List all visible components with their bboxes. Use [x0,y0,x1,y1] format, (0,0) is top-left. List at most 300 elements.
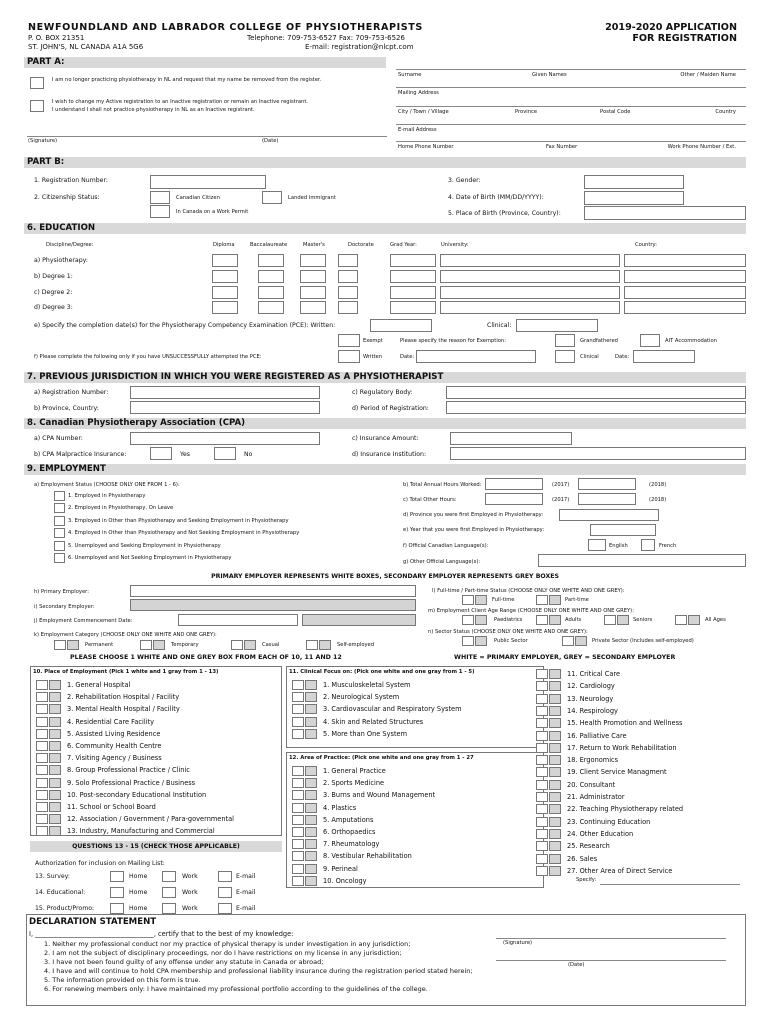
home-phone-label: Home Phone Number [398,144,454,150]
edu-a-col6-field[interactable] [624,254,746,267]
area-6-grey-checkbox[interactable] [305,827,317,837]
area-3-label: 3. Burns and Wound Management [323,791,436,800]
area2-3-grey-checkbox[interactable] [549,694,561,704]
parttime-grey-checkbox[interactable] [549,595,561,605]
diploma-header: Diploma [213,242,235,248]
temporary-grey-checkbox[interactable] [153,640,165,650]
place-11-white-checkbox[interactable] [36,802,48,812]
area2-4-grey-checkbox[interactable] [549,706,561,716]
area2-13-label: 23. Continuing Education [567,817,651,826]
area2-2-grey-checkbox[interactable] [549,681,561,691]
area-7-white-checkbox[interactable] [292,839,304,849]
place-1-label: 1. General Hospital [67,681,131,689]
other-language-field[interactable] [538,554,746,567]
cpa-no-label: No [244,451,253,458]
date-label: (Date) [262,138,279,144]
permanent-label: Permanent [85,642,114,648]
area2-15-grey-checkbox[interactable] [549,841,561,851]
emp-status-6-checkbox[interactable] [54,553,65,563]
clinical-3-grey-checkbox[interactable] [305,704,317,714]
sector-label: n) Sector Status (CHOOSE ONLY ONE WHITE AND ONE GREY): [428,629,588,635]
clinical-2-white-checkbox[interactable] [292,692,304,702]
edu-a-col1-field[interactable] [258,254,284,267]
landed-checkbox[interactable] [262,191,282,204]
insurance-amount-field[interactable] [450,432,572,445]
insurance-institution-label: d) Insurance Institution: [352,451,427,458]
area2-15-white-checkbox[interactable] [536,841,548,851]
area-8-label: 8. Vestibular Rehabilitation [323,852,412,861]
declaration-item-1: 1. Neither my professional conduct nor my practice of physical therapy is under investigation in any jurisdiction; [44,940,411,948]
area2-7-label: 17. Return to Work Rehabilitation [567,743,677,752]
edu-d-col4-field[interactable] [390,301,436,314]
area2-10-grey-checkbox[interactable] [549,780,561,790]
place-1-white-checkbox[interactable] [36,680,48,690]
area2-16-white-checkbox[interactable] [536,854,548,864]
area2-3-white-checkbox[interactable] [536,694,548,704]
area2-6-white-checkbox[interactable] [536,731,548,741]
q13-work-label: Work [182,873,198,880]
edu-b-col3-field[interactable] [338,270,358,283]
edu-b-col6-field[interactable] [624,270,746,283]
dob-label: 4. Date of Birth (MM/DD/YYYY): [448,194,544,201]
gender-field[interactable] [584,175,684,189]
failed-clinical-checkbox[interactable] [555,350,575,363]
area2-7-grey-checkbox[interactable] [549,743,561,753]
secondary-employer-field[interactable] [130,599,416,611]
emp-status-1-checkbox[interactable] [54,491,65,501]
annual-hours-2018-field[interactable] [578,478,636,490]
employment-status-label: a) Employment Status (CHOOSE ONLY ONE FROM 1 - 6): [34,482,180,488]
edu-d-col2-field[interactable] [300,301,326,314]
clinical-4-grey-checkbox[interactable] [305,717,317,727]
clinical-3-white-checkbox[interactable] [292,704,304,714]
annual-hours-label: b) Total Annual Hours Worked: [403,482,482,488]
work-phone-label: Work Phone Number / Ext. [667,144,736,150]
fax-label: Fax Number [546,144,578,150]
place-4-label: 4. Residential Care Facility [67,717,155,726]
failed-clinical-label: Clinical [580,354,599,360]
self-white-checkbox[interactable] [306,640,318,650]
adults-white-checkbox[interactable] [536,615,548,625]
q13-home-checkbox[interactable] [110,871,124,882]
q15-work-checkbox[interactable] [162,903,176,914]
employment-bar: 9. EMPLOYMENT [24,464,746,475]
area2-3-label: 13. Neurology [567,694,614,703]
registration-number-field[interactable] [150,175,266,189]
other-hours-2017-field[interactable] [485,493,543,505]
place-10-label: 10. Post-secondary Educational Institution [67,790,207,799]
commencement-primary-field[interactable] [178,614,298,626]
allages-label: All Ages [705,617,726,623]
area2-12-label: 22. Teaching Physiotherapy related [567,805,684,814]
province-label: Province [515,109,538,115]
place-6-white-checkbox[interactable] [36,741,48,751]
area2-8-grey-checkbox[interactable] [549,755,561,765]
clinical-1-grey-checkbox[interactable] [305,680,317,690]
private-grey-checkbox[interactable] [575,636,587,646]
edu-b-col1-field[interactable] [258,270,284,283]
area2-8-white-checkbox[interactable] [536,755,548,765]
q13-label: 13. Survey: [35,873,70,880]
place-7-label: 7. Visiting Agency / Business [67,754,162,763]
area2-6-grey-checkbox[interactable] [549,731,561,741]
white-grey-note: WHITE = PRIMARY EMPLOYER, GREY = SECONDARY EMPLOYER [454,654,676,661]
edu-a-col3-field[interactable] [338,254,358,267]
failed-written-date-label: Date: [400,354,415,360]
area2-4-white-checkbox[interactable] [536,706,548,716]
edu-c-col6-field[interactable] [624,286,746,299]
place-13-grey-checkbox[interactable] [49,826,61,836]
prev-reg-number-label: a) Registration Number: [34,389,109,396]
emp-status-3-label: 3. Employed in Other than Physiotherapy and Seeking Employment in Physiotherapy [68,517,289,524]
cpa-no-checkbox[interactable] [214,447,236,460]
area-6-label: 6. Orthopaedics [323,828,376,836]
ait-checkbox[interactable] [640,334,660,347]
parttime-white-checkbox[interactable] [536,595,548,605]
place-9-grey-checkbox[interactable] [49,778,61,788]
failed-written-checkbox[interactable] [338,350,360,363]
area-3-white-checkbox[interactable] [292,790,304,800]
employment-category-label: k) Employment Category (CHOOSE ONLY ONE WHITE AND ONE GREY): [34,632,217,638]
emp-status-5-checkbox[interactable] [54,541,65,551]
grandfathered-checkbox[interactable] [555,334,575,347]
area-4-grey-checkbox[interactable] [305,803,317,813]
area2-11-grey-checkbox[interactable] [549,792,561,802]
prev-province-label: b) Province, Country: [34,405,99,412]
place-3-grey-checkbox[interactable] [49,704,61,714]
place-2-label: 2. Rehabilitation Hospital / Facility [67,693,180,702]
emp-status-3-checkbox[interactable] [54,516,65,526]
q13-email-checkbox[interactable] [218,871,232,882]
primary-employer-field[interactable] [130,585,416,597]
emp-status-4-checkbox[interactable] [54,528,65,538]
area-4-label: 4. Plastics [323,803,357,812]
canadian-label: Canadian Citizen [176,195,220,201]
edu-row-c-label: c) Degree 2: [34,289,73,296]
declaration-signature-label: (Signature) [503,940,533,946]
emp-status-4-label: 4. Employed in Other than Physiotherapy and Not Seeking Employment in Physiotherapy [68,530,300,537]
fulltime-label: Full-time [492,597,515,603]
declaration-item-6: 6. For renewing members only: I have maintained my professional portfolio according to the guidelines of the college. [44,984,428,993]
edu-c-col0-field[interactable] [212,286,238,299]
area-8-white-checkbox[interactable] [292,851,304,861]
casual-white-checkbox[interactable] [231,640,243,650]
edu-c-col2-field[interactable] [300,286,326,299]
surname-label: Surname [398,72,422,78]
edu-c-col1-field[interactable] [258,286,284,299]
area-2-white-checkbox[interactable] [292,778,304,788]
area-9-white-checkbox[interactable] [292,864,304,874]
citizenship-label: 2. Citizenship Status: [34,194,100,201]
education-bar: 6. EDUCATION [24,223,746,234]
place-5-label: 5. Assisted Living Residence [67,729,161,738]
permanent-white-checkbox[interactable] [54,640,66,650]
permanent-grey-checkbox[interactable] [67,640,79,650]
mailing-auth-label: Authorization for inclusion on Mailing List: [35,860,165,867]
fulltime-grey-checkbox[interactable] [475,595,487,605]
cpa-number-field[interactable] [130,432,320,445]
area2-13-white-checkbox[interactable] [536,817,548,827]
area2-5-white-checkbox[interactable] [536,718,548,728]
place-13-white-checkbox[interactable] [36,826,48,836]
area-1-white-checkbox[interactable] [292,766,304,776]
pce-label: e) Specify the completion date(s) for the Physiotherapy Competency Examination (PCE): Written: [34,322,336,329]
inactive-checkbox[interactable] [30,100,44,112]
place-9-white-checkbox[interactable] [36,778,48,788]
q15-home-checkbox[interactable] [110,903,124,914]
area2-9-white-checkbox[interactable] [536,767,548,777]
area2-11-white-checkbox[interactable] [536,792,548,802]
place-2-white-checkbox[interactable] [36,692,48,702]
first-year-label: e) Year that you were first Employed in Physiotherapy: [403,527,545,533]
insurance-institution-field[interactable] [450,447,746,460]
cpa-yes-checkbox[interactable] [150,447,172,460]
area2-10-white-checkbox[interactable] [536,780,548,790]
area-2-grey-checkbox[interactable] [305,778,317,788]
email-label: E-mail Address [398,127,437,133]
clinical-4-white-checkbox[interactable] [292,717,304,727]
place-12-grey-checkbox[interactable] [49,814,61,824]
other-hours-2018-field[interactable] [578,493,636,505]
failed-clinical-date-field[interactable] [633,350,695,363]
edu-c-col5-field[interactable] [440,286,620,299]
place-11-grey-checkbox[interactable] [49,802,61,812]
edu-a-col5-field[interactable] [440,254,620,267]
seniors-grey-checkbox[interactable] [617,615,629,625]
clinical-1-white-checkbox[interactable] [292,680,304,690]
place-6-grey-checkbox[interactable] [49,741,61,751]
prev-province-field[interactable] [130,401,320,414]
english-checkbox[interactable] [588,539,606,551]
area-4-white-checkbox[interactable] [292,803,304,813]
edu-d-col0-field[interactable] [212,301,238,314]
clinical-2-grey-checkbox[interactable] [305,692,317,702]
place-8-grey-checkbox[interactable] [49,765,61,775]
area-5-grey-checkbox[interactable] [305,815,317,825]
area2-14-grey-checkbox[interactable] [549,829,561,839]
client-age-label: m) Employment Client Age Range (CHOOSE ONLY ONE WHITE AND ONE GREY): [428,608,634,614]
area2-17-label: 27. Other Area of Direct Service [567,866,673,875]
area-10-white-checkbox[interactable] [292,876,304,886]
clinical-5-label: 5. More than One System [323,729,408,738]
edu-d-col6-field[interactable] [624,301,746,314]
emp-status-2-checkbox[interactable] [54,503,65,513]
edu-a-col2-field[interactable] [300,254,326,267]
edu-row-b-label: b) Degree 1: [34,273,73,280]
landed-label: Landed Immigrant [288,195,336,201]
place-10-grey-checkbox[interactable] [49,790,61,800]
area2-13-grey-checkbox[interactable] [549,817,561,827]
french-label: French [659,543,677,549]
place-1-grey-checkbox[interactable] [49,680,61,690]
q13-work-checkbox[interactable] [162,871,176,882]
grad-year-header: Grad Year: [390,242,417,248]
casual-grey-checkbox[interactable] [244,640,256,650]
edu-d-col5-field[interactable] [440,301,620,314]
discipline-header: Discipline/Degree: [46,242,94,248]
failed-written-label: Written [363,354,383,360]
edu-b-col2-field[interactable] [300,270,326,283]
public-grey-checkbox[interactable] [475,636,487,646]
commencement-secondary-field[interactable] [302,614,416,626]
place-6-label: 6. Community Health Centre [67,742,162,750]
edu-b-col4-field[interactable] [390,270,436,283]
edu-c-col3-field[interactable] [338,286,358,299]
fulltime-white-checkbox[interactable] [462,595,474,605]
area-8-grey-checkbox[interactable] [305,851,317,861]
form-title-2: FOR REGISTRATION [632,33,737,44]
canadian-checkbox[interactable] [150,191,170,204]
failed-written-date-field[interactable] [416,350,536,363]
failed-clinical-date-label: Date: [615,354,630,360]
casual-label: Casual [262,642,280,648]
work-permit-checkbox[interactable] [150,205,170,218]
edu-a-col0-field[interactable] [212,254,238,267]
q14-email-checkbox[interactable] [218,887,232,898]
area2-2-white-checkbox[interactable] [536,681,548,691]
q15-email-checkbox[interactable] [218,903,232,914]
allages-white-checkbox[interactable] [675,615,687,625]
area-1-grey-checkbox[interactable] [305,766,317,776]
first-province-field[interactable] [559,509,659,521]
temporary-white-checkbox[interactable] [140,640,152,650]
french-checkbox[interactable] [641,539,655,551]
self-grey-checkbox[interactable] [319,640,331,650]
area2-10-label: 20. Consultant [567,780,616,789]
edu-row-d-label: d) Degree 3: [34,304,73,311]
gender-label: 3. Gender: [448,177,481,184]
paediatrics-white-checkbox[interactable] [462,615,474,625]
place-2-grey-checkbox[interactable] [49,692,61,702]
paediatrics-label: Paediatrics [494,617,523,623]
clinical-title: 11. Clinical Focus on: (Pick one white and one gray from 1 - 5) [289,669,475,675]
self-employed-label: Self-employed [337,642,375,648]
emp-status-6-label: 6. Unemployed and Not Seeking Employment in Physiotherapy [68,555,232,561]
area2-12-white-checkbox[interactable] [536,804,548,814]
area2-9-grey-checkbox[interactable] [549,767,561,777]
annual-hours-2017-field[interactable] [485,478,543,490]
clinical-5-grey-checkbox[interactable] [305,729,317,739]
place-5-white-checkbox[interactable] [36,729,48,739]
cpa-malpractice-label: b) CPA Malpractice Insurance: [34,451,127,458]
area2-14-white-checkbox[interactable] [536,829,548,839]
area2-16-grey-checkbox[interactable] [549,854,561,864]
declaration-item-4: 4. I have and will continue to hold CPA membership and professional liability insurance during the registration period stated herein; [44,966,473,975]
declaration-item-2: 2. I am not the subject of disciplinary proceedings, nor do I have restrictions on my license in any jurisdiction; [44,948,402,957]
area-6-white-checkbox[interactable] [292,827,304,837]
remove-register-checkbox[interactable] [30,77,44,89]
edu-c-col4-field[interactable] [390,286,436,299]
area-5-label: 5. Amputations [323,815,374,824]
clinical-5-white-checkbox[interactable] [292,729,304,739]
clinical-2-label: 2. Neurological System [323,693,400,702]
inactive-text-2: I understand I shall not practice physiotherapy in NL as an Inactive registrant. [52,107,255,113]
allages-grey-checkbox[interactable] [688,615,700,625]
area-7-grey-checkbox[interactable] [305,839,317,849]
q14-work-label: Work [182,889,198,896]
adults-grey-checkbox[interactable] [549,615,561,625]
edu-row-a-label: a) Physiotherapy: [34,257,88,264]
place-3-label: 3. Mental Health Hospital / Facility [67,705,180,714]
pob-label: 5. Place of Birth (Province, Country): [448,210,561,217]
place-8-label: 8. Group Professional Practice / Clinic [67,766,190,775]
place-13-label: 13. Industry, Manufacturing and Commercial [67,827,215,836]
place-10-white-checkbox[interactable] [36,790,48,800]
area2-5-label: 15. Health Promotion and Wellness [567,719,683,728]
area-1-label: 1. General Practice [323,767,386,775]
country-header: Country: [635,242,657,248]
edu-d-col3-field[interactable] [338,301,358,314]
other-language-label: g) Other Official Language(s): [403,559,481,565]
dob-field[interactable] [584,191,684,205]
place-3-white-checkbox[interactable] [36,704,48,714]
area2-5-grey-checkbox[interactable] [549,718,561,728]
q13-home-label: Home [129,873,148,880]
city-label: City / Town / Village [398,109,449,115]
place-7-white-checkbox[interactable] [36,753,48,763]
pce-clinical-field[interactable] [516,319,598,332]
place-8-white-checkbox[interactable] [36,765,48,775]
prev-reg-number-field[interactable] [130,386,320,399]
pob-field[interactable] [584,206,746,220]
prev-period-field[interactable] [446,401,746,414]
edu-b-col5-field[interactable] [440,270,620,283]
university-header: University: [441,242,469,248]
place-7-grey-checkbox[interactable] [49,753,61,763]
place-5-grey-checkbox[interactable] [49,729,61,739]
place-4-grey-checkbox[interactable] [49,717,61,727]
private-white-checkbox[interactable] [562,636,574,646]
area2-17-white-checkbox[interactable] [536,866,548,876]
specify-label: Specify: [576,877,597,883]
cpa-number-label: a) CPA Number: [34,435,83,442]
area-5-white-checkbox[interactable] [292,815,304,825]
area2-1-white-checkbox[interactable] [536,669,548,679]
area-9-grey-checkbox[interactable] [305,864,317,874]
area2-7-white-checkbox[interactable] [536,743,548,753]
emp-status-5-label: 5. Unemployed and Seeking Employment in Physiotherapy [68,542,221,549]
area2-1-grey-checkbox[interactable] [549,669,561,679]
area-10-grey-checkbox[interactable] [305,876,317,886]
q14-home-checkbox[interactable] [110,887,124,898]
remove-register-text: I am no longer practicing physiotherapy in NL and request that my name be removed from the register. [52,77,322,83]
seniors-white-checkbox[interactable] [604,615,616,625]
place-12-label: 12. Association / Government / Para-governmental [67,815,234,824]
public-white-checkbox[interactable] [462,636,474,646]
declaration-title: DECLARATION STATEMENT [29,917,157,927]
inactive-text-1: I wish to change my Active registration to an Inactive registration or remain an Inactive registrant. [52,99,309,105]
declaration-item-3: 3. I have not been found guilty of any offense under any statute in Canada or abroad; [44,957,324,966]
first-year-field[interactable] [590,524,656,536]
area2-17-grey-checkbox[interactable] [549,866,561,876]
english-label: English [609,543,628,549]
q13-email-label: E-mail [236,873,256,880]
edu-d-col1-field[interactable] [258,301,284,314]
area2-12-grey-checkbox[interactable] [549,804,561,814]
area-3-grey-checkbox[interactable] [305,790,317,800]
q14-work-checkbox[interactable] [162,887,176,898]
place-12-white-checkbox[interactable] [36,814,48,824]
pce-written-field[interactable] [370,319,432,332]
q14-label: 14. Educational: [35,889,86,896]
prev-regulatory-body-field[interactable] [446,386,746,399]
place-4-white-checkbox[interactable] [36,717,48,727]
area-9-label: 9. Perineal [323,864,358,873]
paediatrics-grey-checkbox[interactable] [475,615,487,625]
edu-a-col4-field[interactable] [390,254,436,267]
edu-b-col0-field[interactable] [212,270,238,283]
exempt-checkbox[interactable] [338,334,360,347]
